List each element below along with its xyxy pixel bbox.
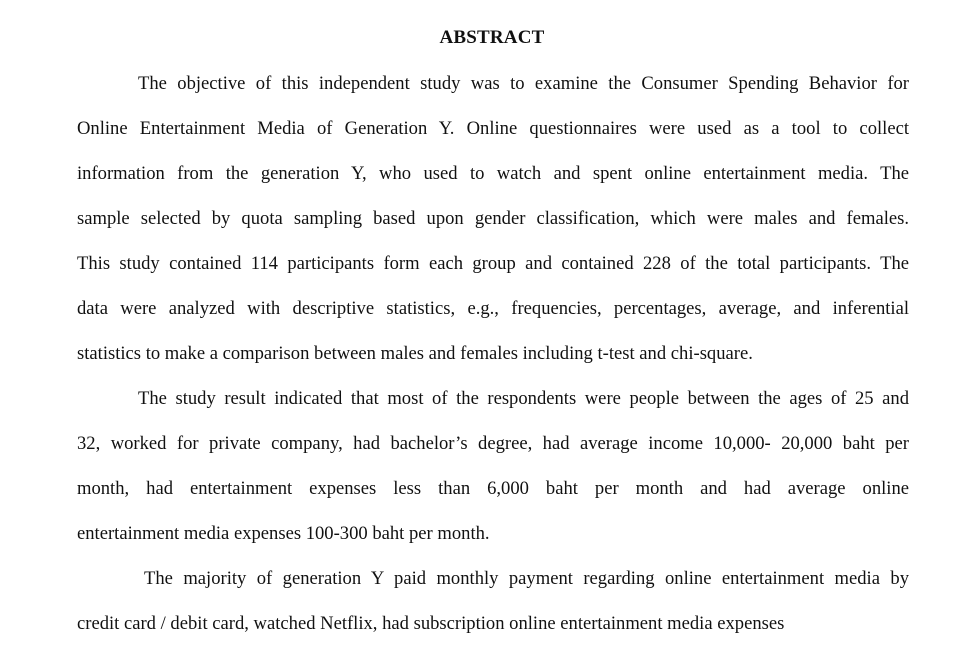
abstract-line-5: This study contained 114 participants form each group and contained 228 of the total participants. The xyxy=(77,253,909,274)
abstract-line-2: Online Entertainment Media of Generation Y. Online questionnaires were used as a tool to collect xyxy=(77,118,909,139)
abstract-line-6: data were analyzed with descriptive statistics, e.g., frequencies, percentages, average, and inferential xyxy=(77,298,909,319)
abstract-line-4: sample selected by quota sampling based upon gender classification, which were males and females. xyxy=(77,208,909,229)
abstract-line-12: The majority of generation Y paid monthly payment regarding online entertainment media by xyxy=(144,568,909,589)
abstract-line-3: information from the generation Y, who used to watch and spent online entertainment media. The xyxy=(77,163,909,184)
abstract-line-7: statistics to make a comparison between males and females including t-test and chi-square. xyxy=(77,343,753,364)
abstract-line-1: The objective of this independent study was to examine the Consumer Spending Behavior for xyxy=(138,73,909,94)
abstract-line-11: entertainment media expenses 100-300 baht per month. xyxy=(77,523,490,544)
abstract-line-10: month, had entertainment expenses less than 6,000 baht per month and had average online xyxy=(77,478,909,499)
abstract-title: ABSTRACT xyxy=(439,27,545,48)
abstract-line-8: The study result indicated that most of the respondents were people between the ages of 25 and xyxy=(138,388,909,409)
abstract-line-9: 32, worked for private company, had bachelor’s degree, had average income 10,000- 20,000 baht per xyxy=(77,433,909,454)
abstract-line-13: credit card / debit card, watched Netflix, had subscription online entertainment media expenses xyxy=(77,613,785,634)
